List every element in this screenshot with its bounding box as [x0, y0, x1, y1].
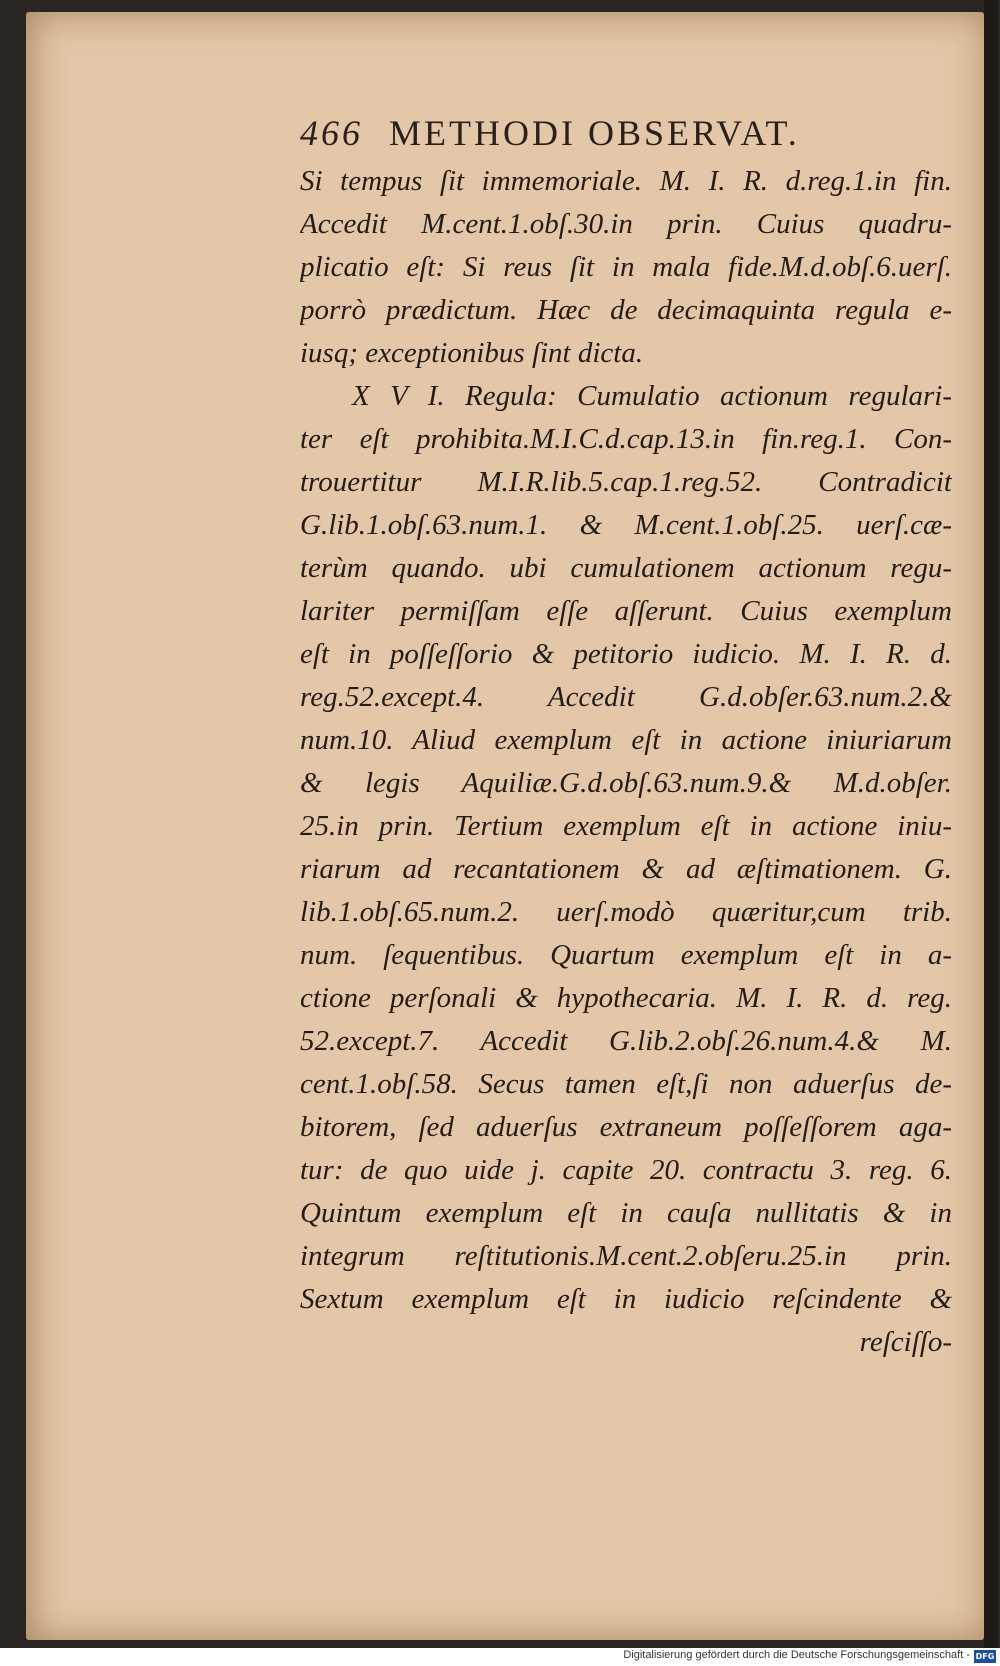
footer-bar	[0, 1648, 1000, 1666]
funding-credit: Digitalisierung gefördert durch die Deutsche Forschungsgemeinschaft -	[623, 1649, 970, 1661]
text-line: lib.1.obſ.65.num.2. uerſ.modò quæritur,cum trib.	[300, 896, 952, 928]
text-line: lariter permiſſam eſſe aſſerunt. Cuius exemplum	[300, 595, 952, 627]
page-number: 466	[300, 113, 363, 153]
text-line: ctione perſonali & hypothecaria. M. I. R. d. reg.	[300, 982, 952, 1014]
text-line: porrò prædictum. Hæc de decimaquinta regula e-	[300, 294, 952, 326]
text-line: num.10. Aliud exemplum eſt in actione iniuriarum	[300, 724, 952, 756]
running-head	[300, 112, 800, 154]
text-line: terùm quando. ubi cumulationem actionum regu-	[300, 552, 952, 584]
text-line: Quintum exemplum eſt in cauſa nullitatis & in	[300, 1197, 952, 1229]
text-line: integrum reſtitutionis.M.cent.2.obſeru.25.in prin.	[300, 1240, 952, 1272]
text-line: X V I. Regula: Cumulatio actionum regulari-	[352, 380, 952, 412]
text-line: plicatio eſt: Si reus ſit in mala fide.M.d.obſ.6.uerſ.	[300, 251, 952, 283]
text-line: bitorem, ſed aduerſus extraneum poſſeſſorem aga-	[300, 1111, 952, 1143]
text-line: Si tempus ſit immemoriale. M. I. R. d.reg.1.in fin.	[300, 165, 952, 197]
dfg-logo: DFG	[975, 1652, 995, 1661]
text-line: ter eſt prohibita.M.I.C.d.cap.13.in fin.reg.1. Con-	[300, 423, 952, 455]
page-edge-shadow	[984, 0, 998, 1648]
text-line: trouertitur M.I.R.lib.5.cap.1.reg.52. Contradicit	[300, 466, 952, 498]
text-line: iusq; exceptionibus ſint dicta.	[300, 337, 644, 369]
text-line: 25.in prin. Tertium exemplum eſt in actione iniu-	[300, 810, 952, 842]
text-line: num. ſequentibus. Quartum exemplum eſt in a-	[300, 939, 952, 971]
text-line: Sextum exemplum eſt in iudicio reſcindente &	[300, 1283, 952, 1315]
catchword: reſciſſo-	[859, 1326, 952, 1358]
running-head-title: METHODI OBSERVAT.	[389, 113, 800, 153]
body-text	[300, 160, 952, 1364]
text-line: tur: de quo uide j. capite 20. contractu 3. reg. 6.	[300, 1154, 952, 1186]
text-line: cent.1.obſ.58. Secus tamen eſt,ſi non aduerſus de-	[300, 1068, 952, 1100]
text-line: eſt in poſſeſſorio & petitorio iudicio. M. I. R. d.	[300, 638, 952, 670]
text-line: riarum ad recantationem & ad æſtimationem. G.	[300, 853, 952, 885]
text-line: Accedit M.cent.1.obſ.30.in prin. Cuius quadru-	[300, 208, 952, 240]
text-line: 52.except.7. Accedit G.lib.2.obſ.26.num.4.& M.	[300, 1025, 952, 1057]
text-line: reg.52.except.4. Accedit G.d.obſer.63.num.2.&	[300, 681, 952, 713]
text-line: G.lib.1.obſ.63.num.1. & M.cent.1.obſ.25. uerſ.cæ-	[300, 509, 952, 541]
text-line: & legis Aquiliæ.G.d.obſ.63.num.9.& M.d.obſer.	[300, 767, 952, 799]
